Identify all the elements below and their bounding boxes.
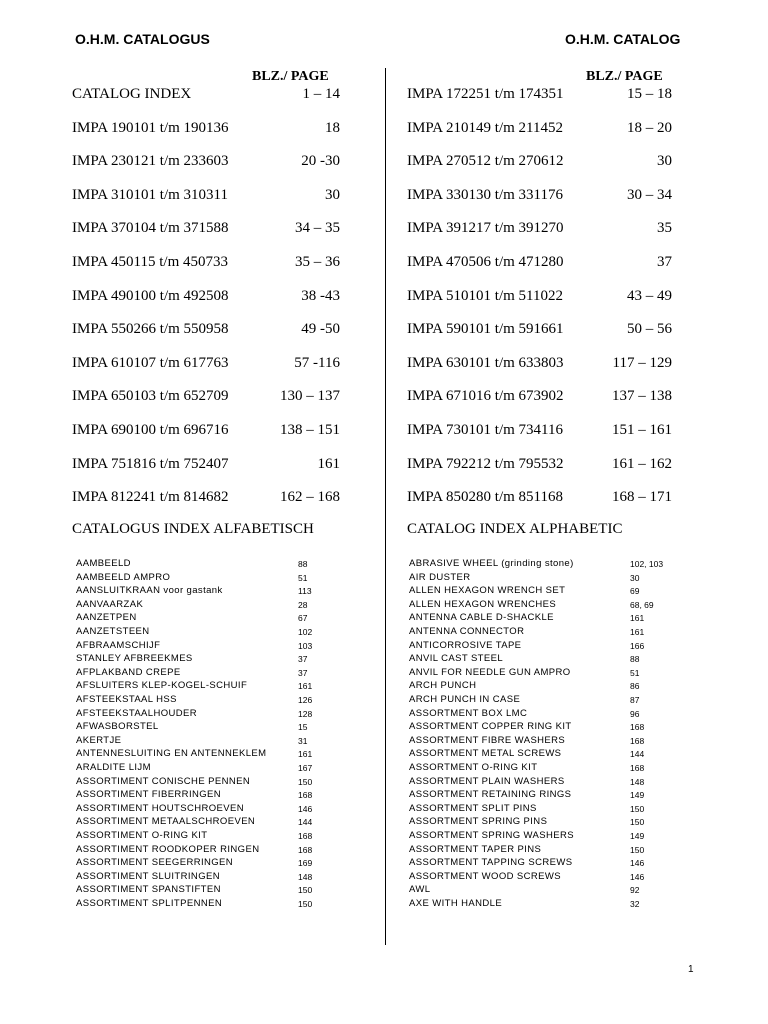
alpha-item-name: AANZETSTEEN: [76, 626, 150, 637]
alpha-item-page: 161: [630, 613, 645, 624]
column-divider: [385, 68, 386, 945]
index-row-label: IMPA 490100 t/m 492508: [72, 287, 229, 304]
alpha-item-name: ASSORTIMENT METAALSCHROEVEN: [76, 816, 256, 828]
alpha-item-name: ASSORTIMENT SLUITRINGEN: [76, 870, 220, 882]
alpha-item-page: 92: [630, 885, 640, 896]
alpha-item-name: AFWASBORSTEL: [76, 721, 159, 733]
index-row-label: IMPA 450115 t/m 450733: [72, 254, 228, 270]
alpha-item-name: ASSORTIMENT O-RING KIT: [76, 830, 208, 841]
alpha-item-name: ASSORTMENT COPPER RING KIT: [409, 721, 572, 733]
alpha-item-name: AFBRAAMSCHIJF: [76, 639, 161, 651]
index-row-pages: 38 -43: [301, 287, 340, 304]
page-number: 1: [688, 964, 694, 975]
index-row-label: IMPA 690100 t/m 696716: [72, 422, 229, 438]
alpha-item-page: 144: [298, 817, 313, 828]
alpha-item-name: AFSLUITERS KLEP-KOGEL-SCHUIF: [76, 680, 248, 692]
right-section-title: CATALOG INDEX ALPHABETIC: [407, 521, 623, 537]
alpha-item-name: ASSORTMENT SPRING PINS: [409, 816, 548, 828]
index-row-label: IMPA 330130 t/m 331176: [407, 186, 563, 203]
index-row-pages: 137 – 138: [612, 388, 672, 405]
alpha-item-name: AFPLAKBAND CREPE: [76, 666, 181, 678]
alpha-item-page: 88: [630, 654, 640, 665]
alpha-item-name: ABRASIVE WHEEL (grinding stone): [409, 558, 574, 569]
index-row-label: IMPA 230121 t/m 233603: [72, 153, 229, 170]
index-row-label: IMPA 310101 t/m 310311: [72, 186, 228, 203]
index-row-pages: 34 – 35: [295, 220, 340, 237]
alpha-item-name: ASSORTIMENT HOUTSCHROEVEN: [76, 802, 245, 814]
alpha-item-name: ANVIL FOR NEEDLE GUN AMPRO: [409, 666, 571, 678]
alpha-item-name: ASSORTIMENT SPLITPENNEN: [76, 898, 223, 909]
alpha-item-page: 161: [630, 627, 645, 637]
index-row-label: IMPA 590101 t/m 591661: [407, 321, 564, 338]
index-row-label: IMPA 751816 t/m 752407: [72, 455, 229, 472]
alpha-item-page: 150: [298, 899, 313, 909]
alpha-item-name: ASSORTMENT TAPER PINS: [409, 843, 542, 855]
index-row-label: IMPA 550266 t/m 550958: [72, 321, 229, 338]
alpha-item-name: ASSORTMENT RETAINING RINGS: [409, 789, 572, 801]
index-row-pages: 49 -50: [301, 321, 340, 338]
alpha-item-name: ASSORTMENT PLAIN WASHERS: [409, 775, 565, 787]
alpha-item-name: ANTENNA CABLE D-SHACKLE: [409, 612, 554, 624]
alpha-item-name: ARCH PUNCH IN CASE: [409, 694, 521, 705]
alpha-item-name: ASSORTIMENT FIBERRINGEN: [76, 789, 222, 801]
alpha-item-page: 28: [298, 599, 308, 610]
left-header-title: O.H.M. CATALOGUS: [75, 31, 210, 47]
index-row-pages: 30 – 34: [627, 186, 672, 203]
alpha-item-name: ARCH PUNCH: [409, 680, 477, 692]
index-row-label: IMPA 210149 t/m 211452: [407, 119, 563, 136]
index-row-label: IMPA 510101 t/m 511022: [407, 287, 563, 304]
index-row-pages: 130 – 137: [280, 388, 340, 405]
alpha-item-page: 15: [298, 722, 308, 733]
index-row-pages: 30: [325, 186, 340, 203]
alpha-item-name: AWL: [409, 884, 431, 896]
alpha-item-page: 149: [630, 831, 645, 841]
alpha-item-page: 146: [630, 871, 645, 882]
index-row-label: IMPA 792212 t/m 795532: [407, 455, 564, 472]
index-row-label: CATALOG INDEX: [72, 86, 192, 102]
alpha-item-page: 32: [630, 899, 640, 909]
alpha-item-name: ANVIL CAST STEEL: [409, 653, 504, 665]
index-row-label: IMPA 270512 t/m 270612: [407, 153, 564, 170]
alpha-item-name: AKERTJE: [76, 734, 122, 746]
index-row-pages: 37: [657, 254, 672, 270]
index-row-pages: 161 – 162: [612, 455, 672, 472]
index-row-label: IMPA 730101 t/m 734116: [407, 422, 563, 438]
alpha-item-page: 51: [298, 572, 308, 583]
alpha-item-page: 146: [298, 803, 313, 814]
alpha-item-page: 161: [298, 681, 313, 692]
alpha-item-name: ASSORTMENT FIBRE WASHERS: [409, 734, 566, 746]
alpha-item-page: 168: [630, 735, 645, 746]
index-row-label: IMPA 812241 t/m 814682: [72, 489, 229, 506]
right-header-title: O.H.M. CATALOG: [565, 31, 681, 47]
alpha-item-page: 148: [630, 776, 645, 787]
alpha-item-name: AXE WITH HANDLE: [409, 898, 503, 909]
index-row-label: IMPA 470506 t/m 471280: [407, 254, 564, 270]
index-row-pages: 20 -30: [301, 153, 340, 170]
alpha-item-name: AANVAARZAK: [76, 598, 144, 610]
alpha-item-page: 168: [630, 722, 645, 733]
alpha-item-name: ASSORTMENT BOX LMC: [409, 707, 528, 719]
index-row-label: IMPA 610107 t/m 617763: [72, 354, 229, 371]
alpha-item-page: 168: [298, 831, 313, 841]
alpha-item-name: STANLEY AFBREEKMES: [76, 653, 193, 665]
index-row-pages: 35: [657, 220, 672, 237]
alpha-item-name: ALLEN HEXAGON WRENCH SET: [409, 585, 566, 597]
alpha-item-name: ASSORTIMENT CONISCHE PENNEN: [76, 775, 251, 787]
left-section-title: CATALOGUS INDEX ALFABETISCH: [72, 521, 314, 537]
alpha-item-name: AANZETPEN: [76, 612, 137, 624]
index-row-label: IMPA 671016 t/m 673902: [407, 388, 564, 405]
alpha-item-name: AFSTEEKSTAAL HSS: [76, 694, 177, 705]
alpha-item-name: AAMBEELD AMPRO: [76, 571, 171, 583]
alpha-item-page: 126: [298, 695, 313, 705]
index-row-label: IMPA 650103 t/m 652709: [72, 388, 229, 405]
index-row-pages: 35 – 36: [295, 254, 340, 270]
index-row-pages: 18: [325, 119, 340, 136]
alpha-item-name: ALLEN HEXAGON WRENCHES: [409, 598, 557, 610]
alpha-item-page: 67: [298, 613, 308, 624]
alpha-item-page: 103: [298, 640, 313, 651]
alpha-item-page: 161: [298, 749, 313, 760]
index-row-label: IMPA 370104 t/m 371588: [72, 220, 229, 237]
alpha-item-name: ANTENNESLUITING EN ANTENNEKLEM: [76, 748, 267, 760]
index-row-label: IMPA 630101 t/m 633803: [407, 354, 564, 371]
alpha-item-name: ASSORTMENT SPRING WASHERS: [409, 830, 575, 841]
alpha-item-page: 146: [630, 858, 645, 869]
alpha-item-page: 166: [630, 640, 645, 651]
alpha-item-page: 88: [298, 559, 308, 569]
alpha-item-page: 37: [298, 654, 308, 665]
index-row-label: IMPA 172251 t/m 174351: [407, 86, 564, 102]
index-row-pages: 30: [657, 153, 672, 170]
alpha-item-page: 68, 69: [630, 599, 654, 610]
index-row-pages: 18 – 20: [627, 119, 672, 136]
alpha-item-page: 86: [630, 681, 640, 692]
alpha-item-page: 168: [630, 763, 645, 773]
alpha-item-page: 168: [298, 844, 313, 855]
alpha-item-name: ANTICORROSIVE TAPE: [409, 639, 522, 651]
alpha-item-page: 87: [630, 695, 640, 705]
alpha-item-name: ASSORTMENT WOOD SCREWS: [409, 870, 562, 882]
alpha-item-name: ASSORTIMENT SEEGERRINGEN: [76, 857, 234, 869]
index-row-pages: 1 – 14: [302, 86, 340, 102]
alpha-item-page: 150: [298, 776, 313, 787]
alpha-item-page: 102, 103: [630, 559, 664, 569]
alpha-item-page: 31: [298, 735, 308, 746]
alpha-item-page: 148: [298, 871, 313, 882]
index-row-pages: 117 – 129: [612, 354, 672, 371]
alpha-item-page: 37: [298, 667, 308, 678]
alpha-item-page: 169: [298, 858, 313, 869]
index-row-pages: 161: [317, 455, 340, 472]
alpha-item-name: ANTENNA CONNECTOR: [409, 626, 525, 637]
alpha-item-page: 96: [630, 708, 640, 719]
alpha-item-page: 150: [630, 817, 645, 828]
index-row-pages: 57 -116: [294, 354, 340, 371]
index-row-pages: 50 – 56: [627, 321, 672, 338]
alpha-item-page: 69: [630, 586, 640, 597]
alpha-item-page: 150: [630, 803, 645, 814]
alpha-item-page: 30: [630, 572, 640, 583]
alpha-item-name: AAMBEELD: [76, 558, 131, 569]
alpha-item-page: 149: [630, 790, 645, 801]
alpha-item-name: ASSORTMENT O-RING KIT: [409, 762, 538, 773]
index-row-pages: 151 – 161: [612, 422, 672, 438]
alpha-item-page: 144: [630, 749, 645, 760]
alpha-item-page: 51: [630, 667, 640, 678]
alpha-item-name: AIR DUSTER: [409, 571, 471, 583]
alpha-item-name: ASSORTIMENT SPANSTIFTEN: [76, 884, 221, 896]
alpha-item-name: ASSORTMENT TAPPING SCREWS: [409, 857, 573, 869]
alpha-item-name: ASSORTMENT METAL SCREWS: [409, 748, 562, 760]
left-page-label: BLZ./ PAGE: [252, 69, 329, 84]
index-row-label: IMPA 190101 t/m 190136: [72, 119, 229, 136]
alpha-item-page: 167: [298, 763, 313, 773]
alpha-item-name: AFSTEEKSTAALHOUDER: [76, 707, 198, 719]
alpha-item-name: AANSLUITKRAAN voor gastank: [76, 585, 223, 597]
index-row-pages: 43 – 49: [627, 287, 672, 304]
alpha-item-name: ASSORTIMENT ROODKOPER RINGEN: [76, 843, 260, 855]
right-page-label: BLZ./ PAGE: [586, 69, 663, 84]
alpha-item-name: ASSORTMENT SPLIT PINS: [409, 802, 537, 814]
alpha-item-page: 113: [298, 586, 312, 597]
index-row-pages: 168 – 171: [612, 489, 672, 506]
index-row-pages: 162 – 168: [280, 489, 340, 506]
alpha-item-name: ARALDITE LIJM: [76, 762, 151, 773]
alpha-item-page: 168: [298, 790, 313, 801]
index-row-pages: 138 – 151: [280, 422, 340, 438]
index-row-label: IMPA 850280 t/m 851168: [407, 489, 563, 506]
alpha-item-page: 128: [298, 708, 313, 719]
alpha-item-page: 150: [298, 885, 313, 896]
index-row-pages: 15 – 18: [627, 86, 672, 102]
alpha-item-page: 150: [630, 844, 645, 855]
index-row-label: IMPA 391217 t/m 391270: [407, 220, 564, 237]
alpha-item-page: 102: [298, 627, 313, 637]
